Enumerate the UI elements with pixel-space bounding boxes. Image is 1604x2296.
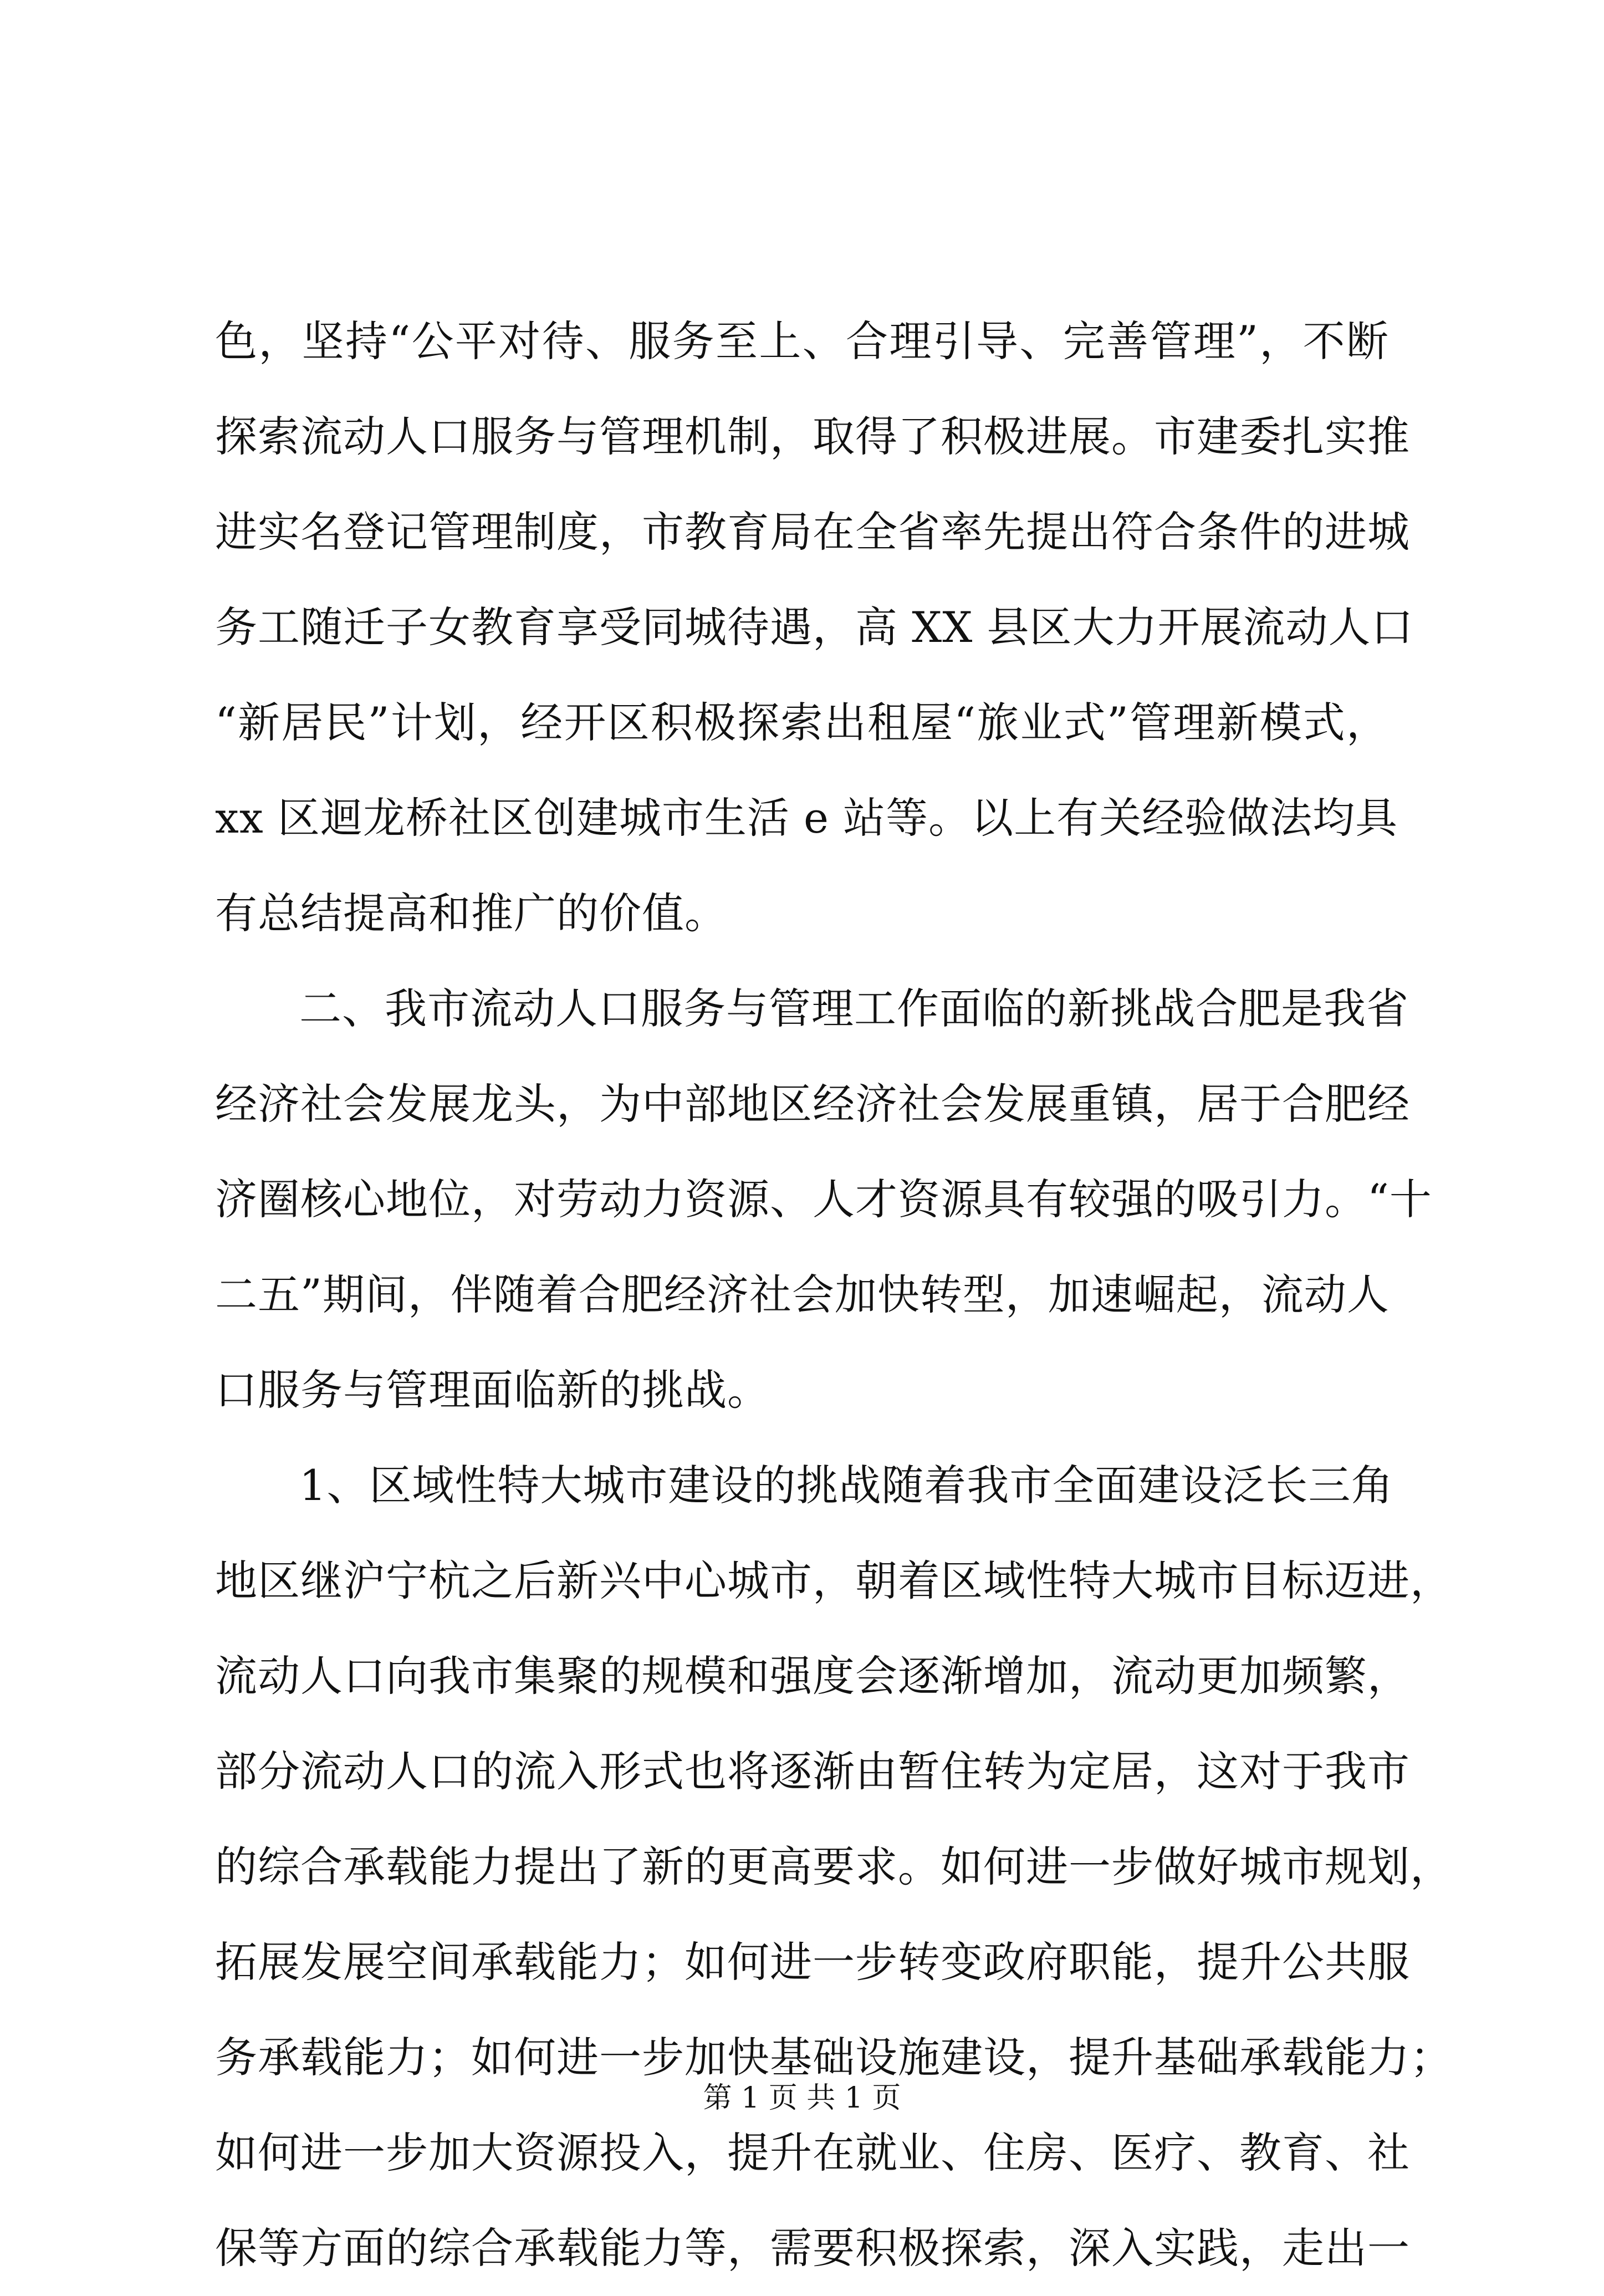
- text-line: 二五”期间，伴随着合肥经济社会加快转型，加速崛起，流动人: [215, 1270, 1390, 1319]
- text-line: 拓展发展空间承载能力；如何进一步转变政府职能，提升公共服: [215, 1937, 1410, 1987]
- text-line: 流动人口向我市集聚的规模和强度会逐渐增加，流动更加频繁，: [215, 1651, 1410, 1701]
- text-line: 部分流动人口的流入形式也将逐渐由暂住转为定居，这对于我市: [215, 1747, 1410, 1796]
- text-line: 如何进一步加大资源投入，提升在就业、住房、医疗、教育、社: [215, 2128, 1410, 2177]
- body-text: [215, 294, 1453, 2296]
- text-line: 进实名登记管理制度，市教育局在全省率先提出符合条件的进城: [215, 507, 1410, 557]
- text-line: xx 区迴龙桥社区创建城市生活 e 站等。以上有关经验做法均具: [215, 793, 1398, 843]
- text-line: 的综合承载能力提出了新的更高要求。如何进一步做好城市规划，: [215, 1842, 1453, 1891]
- text-line: 地区继沪宁杭之后新兴中心城市，朝着区域性特大城市目标迈进，: [215, 1556, 1453, 1605]
- text-line: 1、区域性特大城市建设的挑战随着我市全面建设泛长三角: [299, 1461, 1394, 1510]
- text-line: 探索流动人口服务与管理机制，取得了积极进展。市建委扎实推: [215, 412, 1410, 461]
- text-line: 二、我市流动人口服务与管理工作面临的新挑战合肥是我省: [299, 984, 1409, 1033]
- text-line: 济圈核心地位，对劳动力资源、人才资源具有较强的吸引力。“十: [215, 1175, 1432, 1224]
- text-line: 务工随迁子女教育享受同城待遇，高 XX 县区大力开展流动人口: [215, 603, 1414, 652]
- text-line: 有总结提高和推广的价值。: [215, 889, 727, 938]
- text-line: 经济社会发展龙头，为中部地区经济社会发展重镇，居于合肥经: [215, 1079, 1410, 1129]
- text-line: 口服务与管理面临新的挑战。: [215, 1365, 770, 1415]
- text-line: “新居民”计划，经开区积极探索出租屋“旅业式”管理新模式，: [215, 698, 1389, 747]
- page-number-footer: 第 1 页 共 1 页: [703, 2081, 901, 2115]
- text-line: 保等方面的综合承载能力等，需要积极探索，深入实践，走出一: [215, 2223, 1410, 2273]
- text-line: 色，坚持“公平对待、服务至上、合理引导、完善管理”，不断: [215, 317, 1389, 366]
- text-line: 务承载能力；如何进一步加快基础设施建设，提升基础承载能力；: [215, 2033, 1453, 2082]
